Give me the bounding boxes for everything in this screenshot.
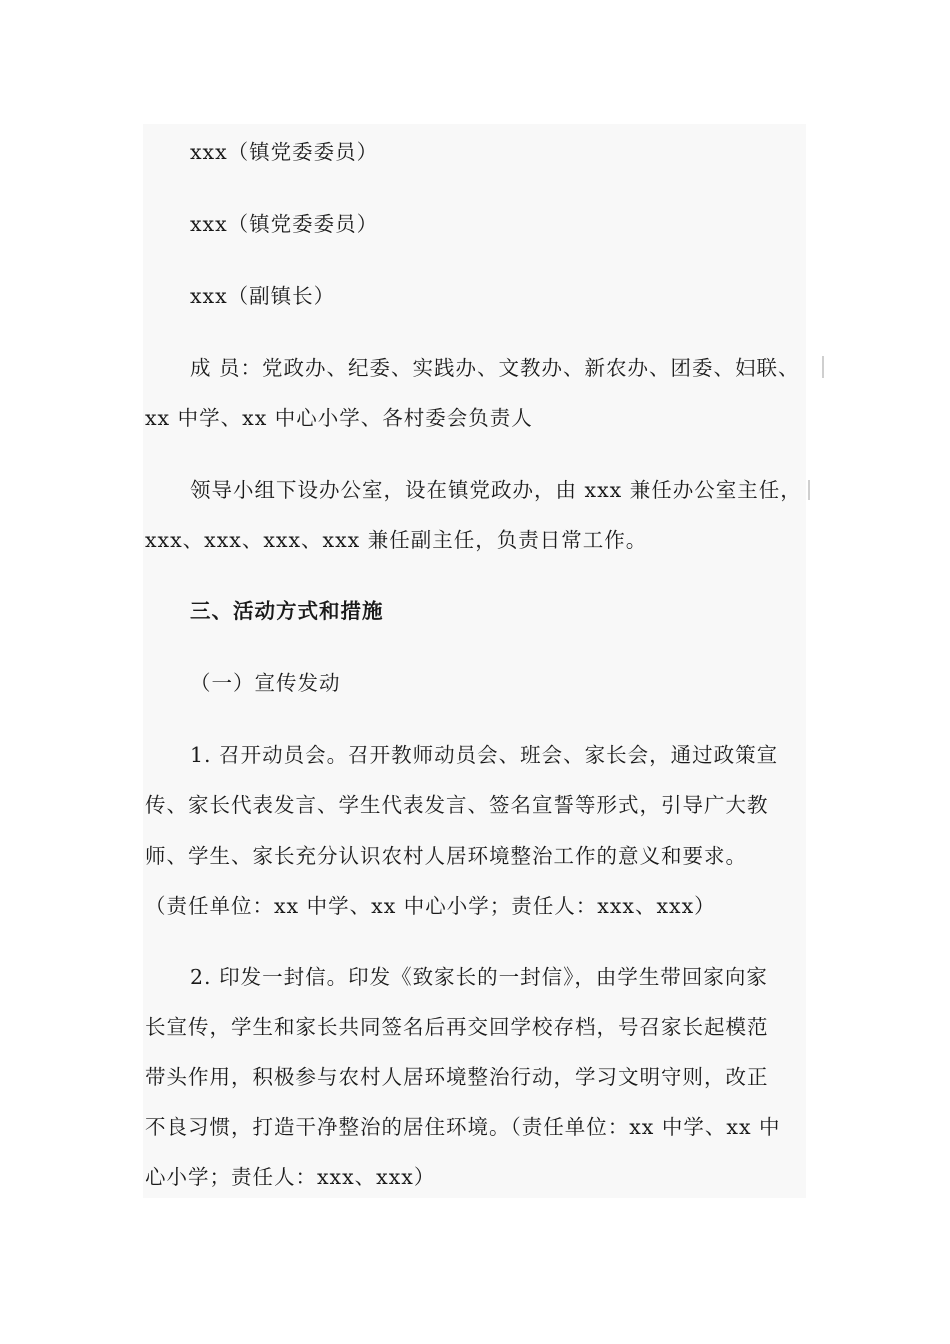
item2-line: 带头作用，积极参与农村人居环境整治行动，学习文明守则，改正	[145, 1065, 769, 1089]
leader-line: xxx（镇党委委员）	[190, 212, 379, 236]
leader-line: xxx（副镇长）	[190, 284, 336, 308]
members-line: 成 员：党政办、纪委、实践办、文教办、新农办、团委、妇联、	[190, 356, 800, 380]
office-line: 领导小组下设办公室，设在镇党政办，由 xxx 兼任办公室主任，	[190, 478, 802, 502]
item2-line: 2. 印发一封信。印发《致家长的一封信》，由学生带回家向家	[190, 965, 768, 989]
item2-line: 长宣传，学生和家长共同签名后再交回学校存档，号召家长起模范	[145, 1015, 769, 1039]
item2-line: 不良习惯，打造干净整治的居住环境。（责任单位：xx 中学、xx 中	[145, 1115, 781, 1139]
item1-line: 1. 召开动员会。召开教师动员会、班会、家长会，通过政策宣	[190, 743, 779, 767]
item1-line: 传、家长代表发言、学生代表发言、签名宣誓等形式，引导广大教	[145, 793, 769, 817]
subsection-heading: （一）宣传发动	[190, 671, 341, 695]
leader-line: xxx（镇党委委员）	[190, 140, 379, 164]
section-heading: 三、活动方式和措施	[190, 599, 384, 623]
item1-line: （责任单位：xx 中学、xx 中心小学；责任人：xxx、xxx）	[145, 894, 716, 918]
office-line: xxx、xxx、xxx、xxx 兼任副主任，负责日常工作。	[145, 528, 648, 552]
members-line: xx 中学、xx 中心小学、各村委会负责人	[145, 406, 533, 430]
item2-line: 心小学；责任人：xxx、xxx）	[145, 1165, 436, 1189]
item1-line: 师、学生、家长充分认识农村人居环境整治工作的意义和要求。	[145, 844, 747, 868]
